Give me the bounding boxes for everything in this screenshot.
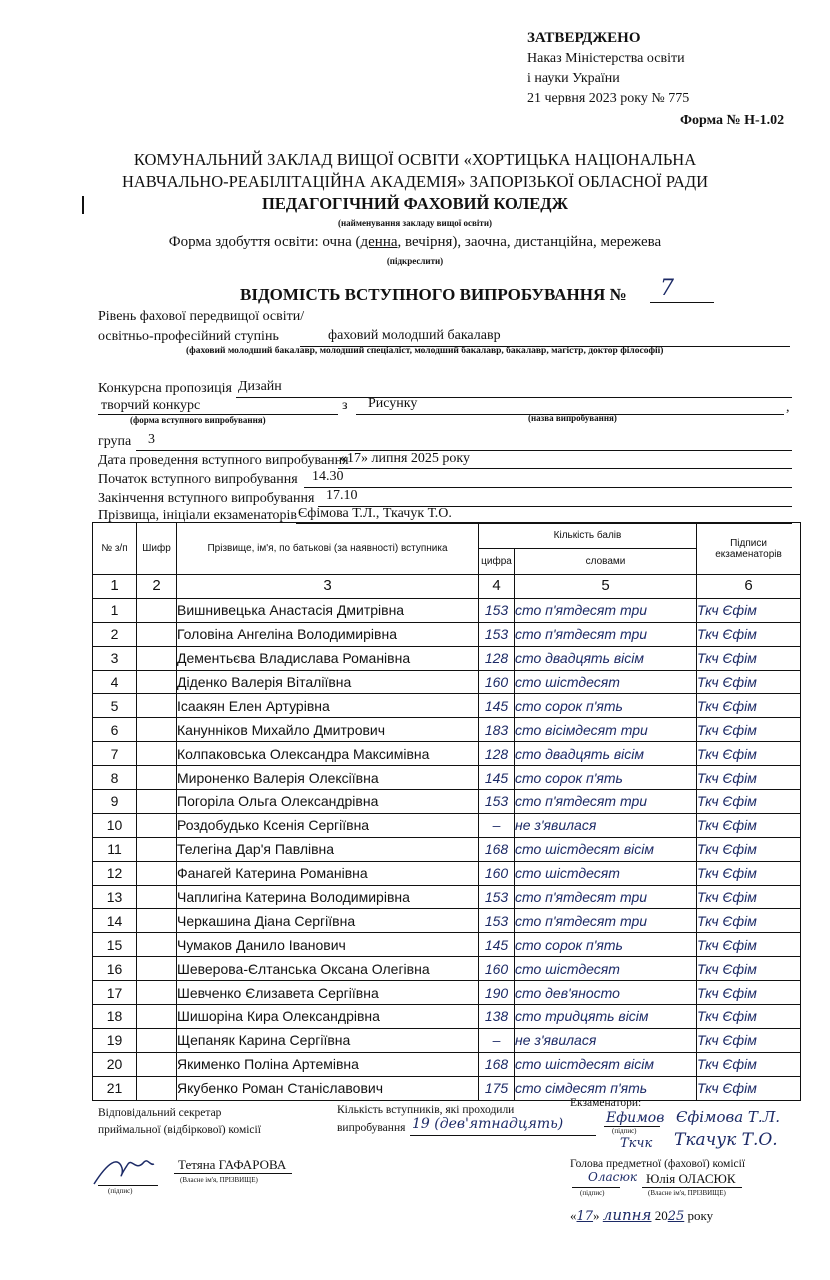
- exam-form-caption: (форма вступного випробування): [130, 415, 266, 425]
- doc-title: ВІДОМІСТЬ ВСТУПНОГО ВИПРОБУВАННЯ №: [240, 285, 627, 304]
- institution-line1: КОМУНАЛЬНИЙ ЗАКЛАД ВИЩОЇ ОСВІТИ «ХОРТИЦЬКА НАЦІОНАЛЬНА: [133, 150, 697, 169]
- examiners-label: Прізвища, ініціали екзаменаторів: [98, 508, 298, 523]
- student-name: Вишнивецька Анастасія Дмитрівна: [177, 598, 479, 622]
- approval-line2: і науки України: [527, 71, 620, 86]
- row-number: 19: [93, 1028, 137, 1052]
- score-words: сто шістдесят вісім: [515, 1052, 697, 1076]
- table-row: [93, 646, 801, 670]
- table-row: [93, 622, 801, 646]
- level-value: фаховий молодший бакалавр: [328, 328, 501, 343]
- score-words: сто сорок п'ять: [515, 694, 697, 718]
- student-name: Колпаковська Олександра Максимівна: [177, 742, 479, 766]
- row-number: 12: [93, 861, 137, 885]
- start-label: Початок вступного випробування: [98, 472, 298, 487]
- score-digits: 153: [479, 622, 515, 646]
- score-words: сто двадцять вісім: [515, 646, 697, 670]
- secretary-line2: приймальної (відбіркової) комісії: [98, 1124, 261, 1136]
- passed-line1: Кількість вступників, які проходили: [337, 1104, 515, 1116]
- score-words: сто сорок п'ять: [515, 766, 697, 790]
- student-name: Головіна Ангеліна Володимирівна: [177, 622, 479, 646]
- student-name: Шишоріна Кира Олександрівна: [177, 1005, 479, 1029]
- score-digits: 183: [479, 718, 515, 742]
- score-words: сто тридцять вісім: [515, 1005, 697, 1029]
- row-code: [137, 766, 177, 790]
- row-code: [137, 718, 177, 742]
- student-name: Щепаняк Карина Сергіївна: [177, 1028, 479, 1052]
- header-code: Шифр: [137, 523, 177, 575]
- examiner-signatures: Ткч Єфім: [697, 1076, 801, 1100]
- score-words: сто шістдесят вісім: [515, 837, 697, 861]
- row-number: 20: [93, 1052, 137, 1076]
- head-name-caption: (Власне ім'я, ПРІЗВИЩЕ): [648, 1189, 726, 1197]
- row-number: 7: [93, 742, 137, 766]
- approval-line1: Наказ Міністерства освіти: [527, 51, 685, 66]
- score-words: сто вісімдесят три: [515, 718, 697, 742]
- table-row: [93, 813, 801, 837]
- row-number: 15: [93, 933, 137, 957]
- row-code: [137, 790, 177, 814]
- passed-line2: випробування: [337, 1122, 406, 1134]
- row-code: [137, 598, 177, 622]
- competition-label: Конкурсна пропозиція: [98, 381, 232, 396]
- row-number: 18: [93, 1005, 137, 1029]
- student-name: Шевченко Єлизавета Сергіївна: [177, 981, 479, 1005]
- score-words: сто дев'яносто: [515, 981, 697, 1005]
- header-digits: цифра: [479, 549, 515, 575]
- student-name: Телегіна Дар'я Павлівна: [177, 837, 479, 861]
- examiner-signatures: Ткч Єфім: [697, 1005, 801, 1029]
- row-number: 9: [93, 790, 137, 814]
- level-caption: (фаховий молодший бакалавр, молодший спеціаліст, молодший бакалавр, бакалавр, магістр, доктор філософії): [186, 346, 664, 356]
- examiner2-signature: Ткчк: [620, 1136, 653, 1151]
- table-row: [93, 742, 801, 766]
- score-digits: 168: [479, 1052, 515, 1076]
- institution-caption: (найменування закладу вищої освіти): [337, 218, 493, 228]
- examiner-signatures: Ткч Єфім: [697, 957, 801, 981]
- score-digits: 160: [479, 861, 515, 885]
- head-signature: Оласюк: [588, 1170, 638, 1184]
- study-form: Форма здобуття освіти: очна (денна, вечірня), заочна, дистанційна, мережева: [168, 234, 662, 250]
- row-number: 1: [93, 598, 137, 622]
- approval-title: ЗАТВЕРДЖЕНО: [527, 30, 641, 46]
- examiner-signatures: Ткч Єфім: [697, 766, 801, 790]
- examiner-signatures: Ткч Єфім: [697, 1028, 801, 1052]
- score-words: сто шістдесят: [515, 957, 697, 981]
- col-number: 6: [697, 575, 801, 599]
- secretary-line1: Відповідальний секретар: [98, 1107, 222, 1119]
- table-row: [93, 670, 801, 694]
- end-label: Закінчення вступного випробування: [98, 491, 315, 506]
- row-number: 2: [93, 622, 137, 646]
- approval-line3: 21 червня 2023 року № 775: [527, 91, 690, 106]
- examiner-signatures: Ткч Єфім: [697, 694, 801, 718]
- score-words: сто шістдесят: [515, 861, 697, 885]
- col-number: 4: [479, 575, 515, 599]
- score-digits: 153: [479, 598, 515, 622]
- score-digits: 175: [479, 1076, 515, 1100]
- table-row: [93, 837, 801, 861]
- examiner-signatures: Ткч Єфім: [697, 622, 801, 646]
- score-digits: 160: [479, 670, 515, 694]
- examiner-signatures: Ткч Єфім: [697, 885, 801, 909]
- examiner-signatures: Ткч Єфім: [697, 670, 801, 694]
- header-score: Кількість балів: [479, 523, 697, 549]
- col-number: 1: [93, 575, 137, 599]
- student-name: Чаплигіна Катерина Володимирівна: [177, 885, 479, 909]
- table-row: [93, 790, 801, 814]
- row-code: [137, 694, 177, 718]
- level-label2: освітньо-професійний ступінь: [98, 329, 279, 344]
- score-words: сто п'ятдесят три: [515, 598, 697, 622]
- examiners-value: Єфімова Т.Л., Ткачук Т.О.: [298, 506, 452, 521]
- secretary-sig-caption: (підпис): [108, 1187, 133, 1195]
- score-digits: 128: [479, 742, 515, 766]
- examiner-signatures: Ткч Єфім: [697, 790, 801, 814]
- student-name: Шеверова-Єлтанська Оксана Олегівна: [177, 957, 479, 981]
- row-code: [137, 622, 177, 646]
- examiner-signatures: Ткч Єфім: [697, 1052, 801, 1076]
- row-number: 21: [93, 1076, 137, 1100]
- row-code: [137, 933, 177, 957]
- head-sig-caption: (підпис): [580, 1189, 605, 1197]
- student-name: Роздобудько Ксенія Сергіївна: [177, 813, 479, 837]
- row-number: 6: [93, 718, 137, 742]
- row-code: [137, 885, 177, 909]
- examiner-signatures: Ткч Єфім: [697, 909, 801, 933]
- row-number: 8: [93, 766, 137, 790]
- row-code: [137, 1052, 177, 1076]
- examiner-signatures: Ткч Єфім: [697, 742, 801, 766]
- examiner-signatures: Ткч Єфім: [697, 837, 801, 861]
- student-name: Погоріла Ольга Олександрівна: [177, 790, 479, 814]
- score-digits: 145: [479, 694, 515, 718]
- score-digits: 153: [479, 909, 515, 933]
- student-name: Ісаакян Елен Артурівна: [177, 694, 479, 718]
- student-name: Черкашина Діана Сергіївна: [177, 909, 479, 933]
- table-row: [93, 1052, 801, 1076]
- row-code: [137, 646, 177, 670]
- score-words: не з'явилася: [515, 813, 697, 837]
- student-name: Канунніков Михайло Дмитрович: [177, 718, 479, 742]
- row-code: [137, 981, 177, 1005]
- competition-value: Дизайн: [238, 379, 282, 394]
- table-row: [93, 885, 801, 909]
- table-row: [93, 981, 801, 1005]
- exam-form-value: творчий конкурс: [101, 398, 201, 413]
- student-name: Фанагей Катерина Романівна: [177, 861, 479, 885]
- study-form-selected: денна: [360, 234, 398, 250]
- table-row: [93, 957, 801, 981]
- score-words: сто сорок п'ять: [515, 933, 697, 957]
- date-value: «17» липня 2025 року: [340, 451, 471, 466]
- row-number: 13: [93, 885, 137, 909]
- scores-table: [92, 522, 801, 1101]
- exam-name-value: Рисунку: [368, 396, 418, 411]
- score-digits: 128: [479, 646, 515, 670]
- row-code: [137, 909, 177, 933]
- margin-mark: [82, 196, 84, 214]
- institution-line3: ПЕДАГОГІЧНИЙ ФАХОВИЙ КОЛЕДЖ: [262, 194, 568, 213]
- score-words: сто двадцять вісім: [515, 742, 697, 766]
- row-code: [137, 957, 177, 981]
- score-digits: 145: [479, 933, 515, 957]
- examiner-signatures: Ткч Єфім: [697, 861, 801, 885]
- exam-name-caption: (назва випробування): [528, 413, 617, 423]
- examiner-signatures: Ткч Єфім: [697, 933, 801, 957]
- examiner-signatures: Ткч Єфім: [697, 981, 801, 1005]
- institution-line2: НАВЧАЛЬНО-РЕАБІЛІТАЦІЙНА АКАДЕМІЯ» ЗАПОРІЗЬКОЇ ОБЛАСНОЇ РАДИ: [121, 172, 709, 191]
- student-name: Дементьєва Владислава Романівна: [177, 646, 479, 670]
- footer-date: «17» липня 2025 року: [570, 1206, 714, 1224]
- row-number: 16: [93, 957, 137, 981]
- score-digits: 153: [479, 885, 515, 909]
- row-number: 14: [93, 909, 137, 933]
- group-label: група: [98, 434, 132, 449]
- table-row: [93, 861, 801, 885]
- table-row: [93, 1028, 801, 1052]
- examiner1-signature: Ефимов: [606, 1110, 665, 1126]
- score-words: сто п'ятдесят три: [515, 622, 697, 646]
- start-value: 14.30: [312, 469, 344, 484]
- row-number: 5: [93, 694, 137, 718]
- table-row: [93, 766, 801, 790]
- row-code: [137, 1005, 177, 1029]
- row-number: 3: [93, 646, 137, 670]
- student-name: Якименко Поліна Артемівна: [177, 1052, 479, 1076]
- examiner-signatures: Ткч Єфім: [697, 813, 801, 837]
- secretary-name-caption: (Власне ім'я, ПРІЗВИЩЕ): [180, 1176, 258, 1184]
- end-value: 17.10: [326, 488, 358, 503]
- examiner-signatures: Ткч Єфім: [697, 718, 801, 742]
- row-number: 11: [93, 837, 137, 861]
- col-number: 3: [177, 575, 479, 599]
- row-code: [137, 861, 177, 885]
- header-num: № з/п: [93, 523, 137, 575]
- passed-value: 19 (дев'ятнадцять): [412, 1116, 564, 1132]
- row-number: 4: [93, 670, 137, 694]
- table-row: [93, 1005, 801, 1029]
- form-code: Форма № Н-1.02: [680, 113, 785, 128]
- score-words: сто сімдесят п'ять: [515, 1076, 697, 1100]
- exam-joiner: з: [342, 398, 348, 413]
- table-row: [93, 694, 801, 718]
- header-words: словами: [515, 549, 697, 575]
- secretary-signature: [88, 1152, 158, 1188]
- col-number: 5: [515, 575, 697, 599]
- score-words: сто шістдесят: [515, 670, 697, 694]
- study-form-caption: (підкреслити): [386, 256, 444, 266]
- row-code: [137, 742, 177, 766]
- head-name: Юлія ОЛАСЮК: [646, 1171, 736, 1186]
- doc-number: 7: [660, 276, 674, 301]
- header-name: Прізвище, ім'я, по батькові (за наявності) вступника: [177, 523, 479, 575]
- score-digits: 168: [479, 837, 515, 861]
- examiner2-name: Ткачук Т.О.: [674, 1130, 778, 1150]
- score-digits: –: [479, 813, 515, 837]
- table-row: [93, 1076, 801, 1100]
- row-code: [137, 813, 177, 837]
- row-code: [137, 670, 177, 694]
- row-code: [137, 1076, 177, 1100]
- student-name: Чумаков Данило Іванович: [177, 933, 479, 957]
- group-value: 3: [148, 432, 155, 447]
- score-digits: 153: [479, 790, 515, 814]
- score-words: сто п'ятдесят три: [515, 790, 697, 814]
- level-label1: Рівень фахової передвищої освіти/: [98, 309, 305, 324]
- score-digits: –: [479, 1028, 515, 1052]
- examiner1-sig-caption: (підпис): [612, 1127, 637, 1135]
- score-words: сто п'ятдесят три: [515, 885, 697, 909]
- score-digits: 160: [479, 957, 515, 981]
- row-code: [137, 837, 177, 861]
- table-row: [93, 718, 801, 742]
- date-label: Дата проведення вступного випробування: [98, 453, 349, 468]
- examiner-signatures: Ткч Єфім: [697, 646, 801, 670]
- score-digits: 138: [479, 1005, 515, 1029]
- head-label: Голова предметної (фахової) комісії: [570, 1158, 746, 1170]
- examiner-signatures: Ткч Єфім: [697, 598, 801, 622]
- row-number: 10: [93, 813, 137, 837]
- score-words: сто п'ятдесят три: [515, 909, 697, 933]
- examiner1-name: Єфімова Т.Л.: [676, 1108, 780, 1126]
- secretary-name: Тетяна ГАФАРОВА: [178, 1157, 287, 1172]
- col-number: 2: [137, 575, 177, 599]
- row-number: 17: [93, 981, 137, 1005]
- table-row: [93, 933, 801, 957]
- examiners-footer-label: Екзаменатори:: [570, 1097, 642, 1109]
- score-digits: 190: [479, 981, 515, 1005]
- student-name: Діденко Валерія Віталіївна: [177, 670, 479, 694]
- header-sign: Підписи екзаменаторів: [697, 523, 801, 575]
- score-digits: 145: [479, 766, 515, 790]
- table-row: [93, 909, 801, 933]
- student-name: Мироненко Валерія Олексіївна: [177, 766, 479, 790]
- score-words: не з'явилася: [515, 1028, 697, 1052]
- table-row: [93, 598, 801, 622]
- row-code: [137, 1028, 177, 1052]
- student-name: Якубенко Роман Станіславович: [177, 1076, 479, 1100]
